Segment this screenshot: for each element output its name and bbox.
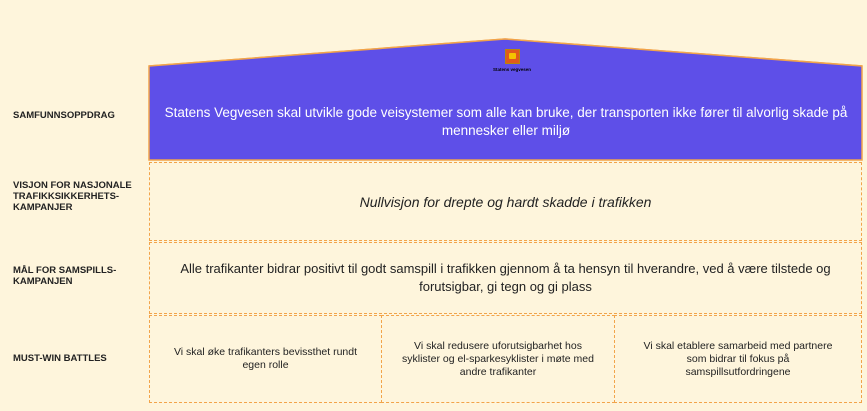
statens-vegvesen-logo	[492, 49, 532, 72]
must-win-box	[614, 315, 862, 403]
must-win-box	[381, 315, 615, 403]
label-samfunnsoppdrag: SAMFUNNSOPPDRAG	[13, 110, 115, 121]
must-win-text: Vi skal øke trafikanters bevissthet rundt egen rolle	[173, 346, 358, 371]
goal-text: Alle trafikanter bidrar positivt til godt samspill i trafikken gjennom å ta hensyn til hverandre, ved å være tilstede og forutsigbar, gi tegn og gi plass	[180, 261, 831, 294]
vision-text: Nullvisjon for drepte og hardt skadde i trafikken	[359, 193, 652, 210]
must-win-text: Vi skal etablere samarbeid med partnere som bidrar til fokus på samspillsutfordringene	[643, 339, 833, 378]
goal-box	[149, 242, 862, 314]
coat-of-arms-icon	[505, 49, 520, 64]
must-win-text: Vi skal redusere uforutsigbarhet hos syklister og el-sparkesyklister i møte med andre trafikanter	[402, 339, 594, 378]
label-maal: MÅL FOR SAMSPILLS-KAMPANJEN	[13, 265, 117, 287]
vision-box	[149, 162, 862, 241]
label-must-win: MUST-WIN BATTLES	[13, 353, 107, 364]
logo-text: Statens vegvesen	[492, 67, 532, 72]
mission-text: Statens Vegvesen skal utvikle gode veisystemer som alle kan bruke, der transporten ikke fører til alvorlig skade på mennesker eller miljø	[164, 105, 848, 138]
label-visjon: VISJON FOR NASJONALE TRAFIKKSIKKERHETS-KAMPANJER	[13, 180, 132, 213]
must-win-box	[149, 315, 382, 403]
